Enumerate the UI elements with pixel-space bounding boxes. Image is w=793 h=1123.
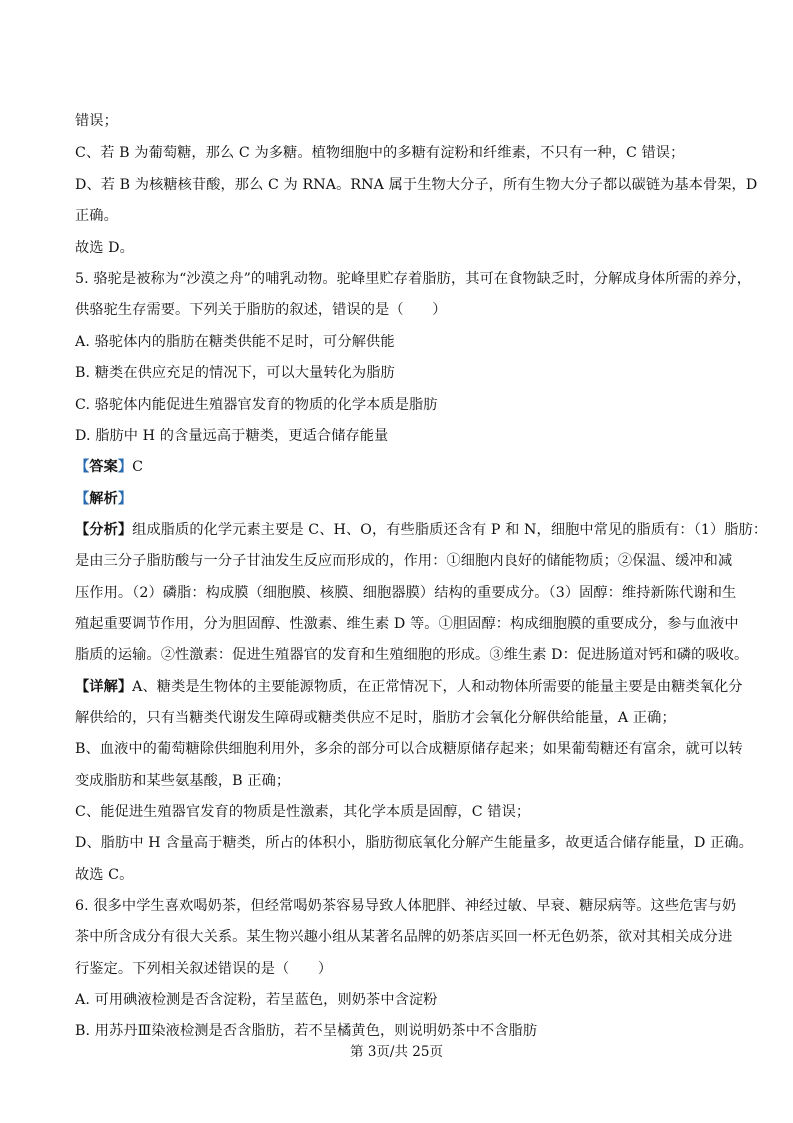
text-line: 错误； (75, 113, 118, 129)
text-line: 故选 C。 (75, 867, 134, 883)
question-6-option-b: B. 用苏丹Ⅲ染液检测是否含脂肪，若不呈橘黄色，则说明奶茶中不含脂肪 (75, 1023, 538, 1039)
fenxi-label: 分析 (89, 522, 118, 538)
question-5-stem-cont: 供骆驼生存需要。下列关于脂肪的叙述，错误的是（ ） (75, 302, 447, 318)
text-line: 解供给的，只有当糖类代谢发生障碍或糖类供应不足时，脂肪才会氧化分解供给能量，A 正确； (75, 710, 676, 726)
fenxi-text: 组成脂质的化学元素主要是 C、H、O，有些脂质还含有 P 和 N，细胞中常见的脂质有：（1）脂肪： (132, 522, 768, 538)
text-line: 脂质的运输。②性激素：促进生殖器官的发育和生殖细胞的形成。③维生素 D：促进肠道对钙和磷的吸收。 (75, 647, 749, 663)
xiangjie-label-close: 】 (117, 679, 133, 695)
answer-bracket-close: 】 (117, 459, 133, 475)
text-line: 压作用。（2）磷脂：构成膜（细胞膜、核膜、细胞器膜）结构的重要成分。（3）固醇：维持新陈代谢和生 (75, 585, 737, 601)
question-6-stem: 6. 很多中学生喜欢喝奶茶，但经常喝奶茶容易导致人体肥胖、神经过敏、早衰、糖尿病等。这些危害与奶 (75, 898, 737, 914)
analysis-label: 解析 (89, 491, 118, 507)
fenxi-label-close: 】 (117, 522, 133, 538)
question-5-stem: 5. 骆驼是被称为“沙漠之舟”的哺乳动物。驼峰里贮存着脂肪，其可在食物缺乏时，分解成身体所需的养分， (75, 271, 751, 287)
text-line: C、能促进生殖器官发育的物质是性激素，其化学本质是固醇，C 错误； (75, 804, 531, 820)
question-6-stem-cont: 茶中所含成分有很大关系。某生物兴趣小组从某著名品牌的奶茶店买回一杯无色奶茶，欲对其相关成分进 (75, 929, 733, 945)
question-5-option-c: C. 骆驼体内能促进生殖器官发育的物质的化学本质是脂肪 (75, 397, 438, 413)
answer-label: 答案 (89, 459, 118, 475)
answer-value: C (132, 459, 144, 475)
xiangjie-label-open: 【 (75, 679, 90, 695)
xiangjie-line (75, 677, 775, 697)
answer-bracket-open: 【 (75, 459, 90, 475)
question-6-stem-cont: 行鉴定。下列相关叙述错误的是（ ） (75, 961, 333, 977)
text-line: 是由三分子脂肪酸与一分子甘油发生反应而形成的，作用：①细胞内良好的储能物质；②保温、缓冲和减 (75, 553, 733, 569)
text-line: 故选 D。 (75, 240, 134, 256)
text-line: 殖起重要调节作用，分为胆固醇、性激素、维生素 D 等。①胆固醇：构成细胞膜的重要成分，参与血液中 (75, 616, 739, 632)
text-line: 正确。 (75, 208, 118, 224)
xiangjie-label: 详解 (89, 679, 118, 695)
text-line: C、若 B 为葡萄糖，那么 C 为多糖。植物细胞中的多糖有淀粉和纤维素，不只有一种，C 错误； (75, 145, 685, 161)
analysis-bracket-close: 】 (117, 491, 133, 507)
question-5-option-b: B. 糖类在供应充足的情况下，可以大量转化为脂肪 (75, 365, 395, 381)
text-line: 变成脂肪和某些氨基酸，B 正确； (75, 773, 291, 789)
xiangjie-text: A、糖类是生物体的主要能源物质，在正常情况下，人和动物体所需要的能量主要是由糖类氧化分 (132, 679, 743, 695)
page-footer: 第 3页/共 25页 (350, 1044, 443, 1060)
answer-line (75, 457, 775, 477)
fenxi-label-open: 【 (75, 522, 90, 538)
analysis-bracket-open: 【 (75, 491, 90, 507)
fenxi-line (75, 520, 775, 540)
question-5-option-a: A. 骆驼体内的脂肪在糖类供能不足时，可分解供能 (75, 334, 395, 350)
text-line: D、若 B 为核糖核苷酸，那么 C 为 RNA。RNA 属于生物大分子，所有生物大分子都以碳链为基本骨架，D (75, 177, 758, 193)
question-6-option-a: A. 可用碘液检测是否含淀粉，若呈蓝色，则奶茶中含淀粉 (75, 992, 438, 1008)
question-5-option-d: D. 脂肪中 H 的含量远高于糖类，更适合储存能量 (75, 428, 389, 444)
text-line: B、血液中的葡萄糖除供细胞利用外，多余的部分可以合成糖原储存起来；如果葡萄糖还有富余，就可以转 (75, 741, 743, 757)
analysis-heading (75, 489, 775, 509)
text-line: D、脂肪中 H 含量高于糖类，所占的体积小，脂肪彻底氧化分解产生能量多，故更适合储存能量，D 正确。 (75, 835, 753, 851)
